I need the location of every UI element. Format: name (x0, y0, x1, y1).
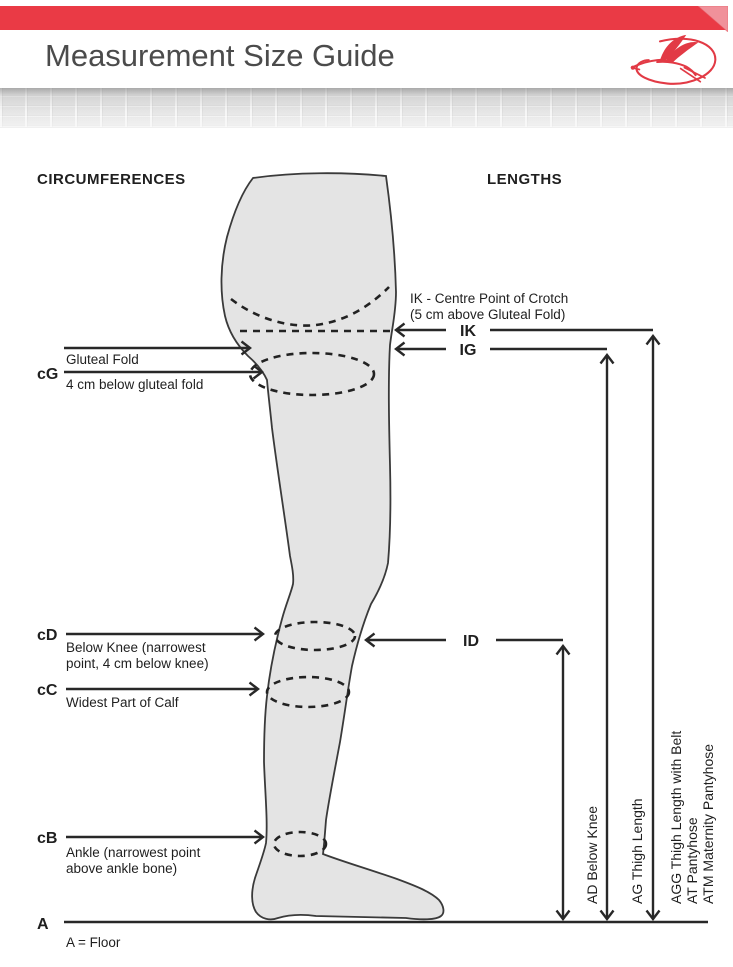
a-floor-label: A = Floor (66, 935, 121, 950)
crane-logo-icon (628, 32, 722, 92)
measurement-diagram (0, 130, 733, 967)
id-code: ID (463, 633, 479, 650)
at-pantyhose-label: AT Pantyhose (684, 817, 700, 904)
ag-thigh-length-label: AG Thigh Length (629, 798, 645, 904)
cg-label: 4 cm below gluteal fold (66, 377, 204, 392)
ad-below-knee-label: AD Below Knee (584, 805, 600, 904)
ik-code: IK (460, 323, 476, 340)
atm-maternity-pantyhose-label: ATM Maternity Pantyhose (700, 743, 716, 904)
cb-label-line2: above ankle bone) (66, 861, 178, 876)
cd-label-line1: Below Knee (narrowest (66, 640, 206, 655)
cg-code: cG (37, 366, 59, 383)
header-red-bar (0, 6, 728, 30)
cd-label-line2: point, 4 cm below knee) (66, 656, 209, 671)
cd-code: cD (37, 627, 58, 644)
ik-note-line2: (5 cm above Gluteal Fold) (410, 307, 566, 322)
cb-code: cB (37, 830, 58, 847)
cc-code: cC (37, 682, 58, 699)
texture-band (0, 88, 733, 128)
leg-illustration (221, 173, 443, 919)
page-corner-fold (698, 6, 728, 32)
page-title: Measurement Size Guide (45, 38, 395, 73)
circumferences-heading: CIRCUMFERENCES (37, 171, 186, 188)
ig-code: IG (459, 342, 477, 359)
cb-label-line1: Ankle (narrowest point (66, 845, 201, 860)
a-code: A (37, 916, 49, 933)
cc-label: Widest Part of Calf (66, 695, 179, 710)
ik-note-line1: IK - Centre Point of Crotch (410, 291, 569, 306)
agg-thigh-length-with-belt-label: AGG Thigh Length with Belt (668, 730, 684, 904)
gluteal-fold-label: Gluteal Fold (66, 352, 139, 367)
lengths-heading: LENGTHS (487, 171, 563, 188)
